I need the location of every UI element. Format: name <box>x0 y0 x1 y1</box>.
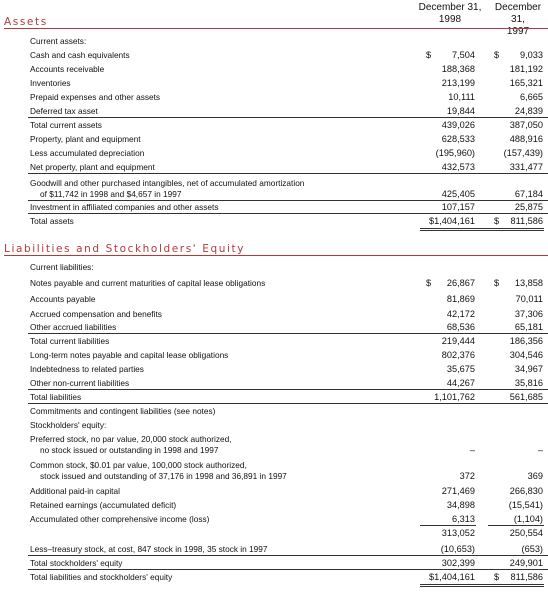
assets-row-label: Inventories <box>30 78 71 88</box>
liabilities-row-label: Common stock, $0.01 par value, 100,000 stock authorized, <box>30 460 247 470</box>
column-header-1998 <box>416 2 484 26</box>
assets-dollar-sign: $ <box>494 50 500 60</box>
liabilities-row-label: Accrued compensation and benefits <box>30 309 162 319</box>
assets-row-label: Goodwill and other purchased intangibles, net of accumulated amortization <box>30 178 305 188</box>
assets-row-label: Cash and cash equivalents <box>30 50 130 60</box>
assets-row-label: Total assets <box>30 216 74 226</box>
column-header-1997-year: 1997 <box>506 26 530 37</box>
liabilities-value-1997: 250,554 <box>509 528 543 538</box>
liabilities-row-divider <box>28 403 548 404</box>
liabilities-dollar-sign: $ <box>494 278 500 288</box>
liabilities-value-1997: 369 <box>527 471 543 481</box>
assets-value-1998: 628,533 <box>441 134 475 144</box>
liabilities-value-1997: 70,011 <box>515 294 543 304</box>
assets-value-1998: 188,368 <box>441 64 475 74</box>
assets-dollar-sign: $ <box>494 216 500 226</box>
liabilities-value-1997: – <box>537 445 543 455</box>
assets-value-1998: 19,844 <box>446 106 475 116</box>
column-header-1997-month: December 31, <box>494 2 542 25</box>
column-header-1998-year: 1998 <box>438 14 462 25</box>
column-header-1998-month: December 31, <box>418 2 482 13</box>
assets-row-divider <box>28 173 548 174</box>
liabilities-value-1998: 26,867 <box>446 278 475 288</box>
liabilities-subtotal-rule <box>488 525 544 526</box>
liabilities-value-1998: (10,653) <box>440 544 475 554</box>
assets-value-1997: 331,477 <box>509 162 543 172</box>
assets-value-1997: 9,033 <box>520 50 543 60</box>
liabilities-row-label: Additional paid-in capital <box>30 486 120 496</box>
liabilities-value-1997: 65,181 <box>514 322 543 332</box>
liabilities-row-label: Indebtedness to related parties <box>30 364 144 374</box>
liabilities-value-1998: 802,376 <box>441 350 475 360</box>
liabilities-row-label: Total stockholders' equity <box>30 558 123 568</box>
liabilities-value-1998: 271,469 <box>441 486 475 496</box>
liabilities-value-1997: 34,967 <box>514 364 543 374</box>
liabilities-dollar-sign: $ <box>426 278 432 288</box>
liabilities-row-label: Total liabilities <box>30 392 82 402</box>
liabilities-row-label: Current liabilities: <box>30 262 94 272</box>
liabilities-row-divider <box>28 569 548 570</box>
liabilities-row-label: Long-term notes payable and capital lease obligations <box>30 350 229 360</box>
assets-value-1997: 24,839 <box>514 106 543 116</box>
liabilities-value-1997: 811,586 <box>510 572 543 582</box>
liabilities-value-1997: (15,541) <box>508 500 543 510</box>
liabilities-row-divider <box>28 333 548 334</box>
assets-total-double-rule <box>420 230 544 231</box>
assets-value-1997: 488,916 <box>509 134 543 144</box>
assets-row-label: Net property, plant and equipment <box>30 162 155 172</box>
assets-value-1998: 425,405 <box>441 189 475 199</box>
assets-value-1998: 439,026 <box>441 120 475 130</box>
assets-row-divider <box>28 117 548 118</box>
assets-value-1997: 387,050 <box>509 120 543 130</box>
liabilities-value-1997: 266,830 <box>509 486 543 496</box>
assets-row-label: Prepaid expenses and other assets <box>30 92 161 102</box>
assets-section-rule <box>4 28 548 29</box>
assets-value-1998: $1,404,161 <box>429 216 475 226</box>
liabilities-row-label: Less–treasury stock, at cost, 847 stock in 1998, 35 stock in 1997 <box>30 544 268 554</box>
liabilities-value-1997: (1,104) <box>513 514 543 524</box>
assets-dollar-sign: $ <box>426 50 432 60</box>
assets-value-1997: (157,439) <box>503 148 543 158</box>
liabilities-row-label: Retained earnings (accumulated deficit) <box>30 500 177 510</box>
liabilities-row-label: Preferred stock, no par value, 20,000 stock authorized, <box>30 434 232 444</box>
assets-value-1997: 6,665 <box>520 92 543 102</box>
liabilities-row-label: Other accrued liabilities <box>30 322 117 332</box>
assets-section-title: Assets <box>4 16 48 28</box>
assets-value-1998: (195,960) <box>435 148 475 158</box>
liabilities-value-1997: 13,858 <box>514 278 543 288</box>
liabilities-value-1997: 249,901 <box>509 558 543 568</box>
liabilities-value-1997: 561,685 <box>509 392 543 402</box>
assets-row-label: Deferred tax asset <box>30 106 98 116</box>
assets-total-double-rule <box>420 228 544 229</box>
assets-row-label: Current assets: <box>30 36 87 46</box>
liabilities-subtotal-rule <box>420 525 476 526</box>
assets-row-label: Total current assets <box>30 120 102 130</box>
liabilities-row-label: Accumulated other comprehensive income (loss) <box>30 514 210 524</box>
liabilities-total-double-rule <box>420 586 544 587</box>
liabilities-value-1998: 372 <box>459 471 475 481</box>
liabilities-value-1998: 35,675 <box>446 364 475 374</box>
liabilities-row-label: Stockholders' equity: <box>30 420 107 430</box>
liabilities-value-1998: – <box>469 445 475 455</box>
assets-row-divider <box>28 200 548 201</box>
liabilities-row-label: Accounts payable <box>30 294 96 304</box>
liabilities-value-1998: 302,399 <box>441 558 475 568</box>
liabilities-total-double-rule <box>420 584 544 585</box>
assets-row-divider <box>28 213 548 214</box>
assets-value-1997: 181,192 <box>509 64 543 74</box>
assets-value-1997: 811,586 <box>510 216 543 226</box>
liabilities-dollar-sign: $ <box>494 572 500 582</box>
liabilities-value-1998: 1,101,762 <box>434 392 475 402</box>
liabilities-value-1997: 37,306 <box>514 309 543 319</box>
assets-value-1997: 165,321 <box>509 78 543 88</box>
liabilities-value-1998: 42,172 <box>446 309 475 319</box>
liabilities-value-1998: $1,404,161 <box>429 572 475 582</box>
liabilities-row-label-cont: no stock issued or outstanding in 1998 and 1997 <box>40 445 219 455</box>
assets-value-1998: 7,504 <box>452 50 475 60</box>
assets-row-label: Accounts receivable <box>30 64 105 74</box>
liabilities-value-1997: 35,816 <box>514 378 543 388</box>
liabilities-row-label: Other non-current liabilities <box>30 378 130 388</box>
liabilities-value-1997: (653) <box>521 544 543 554</box>
liabilities-section-title: Liabilities and Stockholders' Equity <box>4 243 246 255</box>
assets-row-label: Investment in affiliated companies and other assets <box>30 202 219 212</box>
assets-value-1998: 213,199 <box>441 78 475 88</box>
liabilities-value-1997: 186,356 <box>509 336 543 346</box>
assets-row-label: Property, plant and equipment <box>30 134 141 144</box>
liabilities-value-1998: 44,267 <box>446 378 475 388</box>
liabilities-row-label: Commitments and contingent liabilities (see notes) <box>30 406 216 416</box>
assets-row-label-cont: of $11,742 in 1998 and $4,657 in 1997 <box>40 189 182 199</box>
liabilities-row-divider <box>28 555 548 556</box>
liabilities-value-1998: 313,052 <box>441 528 475 538</box>
assets-value-1998: 10,111 <box>448 92 475 102</box>
assets-value-1998: 107,157 <box>441 202 475 212</box>
liabilities-row-label: Total current liabilities <box>30 336 110 346</box>
liabilities-row-label: Notes payable and current maturities of capital lease obligations <box>30 278 266 288</box>
liabilities-value-1998: 68,536 <box>446 322 475 332</box>
assets-value-1998: 432,573 <box>441 162 475 172</box>
assets-value-1997: 25,875 <box>514 202 543 212</box>
liabilities-row-label: Total liabilities and stockholders' equity <box>30 572 173 582</box>
liabilities-value-1998: 81,869 <box>446 294 475 304</box>
liabilities-row-label-cont: stock issued and outstanding of 37,176 in 1998 and 36,891 in 1997 <box>40 471 287 481</box>
liabilities-section-rule <box>4 255 548 256</box>
liabilities-value-1997: 304,546 <box>509 350 543 360</box>
assets-row-label: Less accumulated depreciation <box>30 148 145 158</box>
liabilities-value-1998: 6,313 <box>452 514 475 524</box>
column-header-1997 <box>488 2 548 38</box>
liabilities-value-1998: 219,444 <box>441 336 475 346</box>
liabilities-value-1998: 34,898 <box>446 500 475 510</box>
assets-value-1997: 67,184 <box>514 189 543 199</box>
liabilities-row-divider <box>28 389 548 390</box>
